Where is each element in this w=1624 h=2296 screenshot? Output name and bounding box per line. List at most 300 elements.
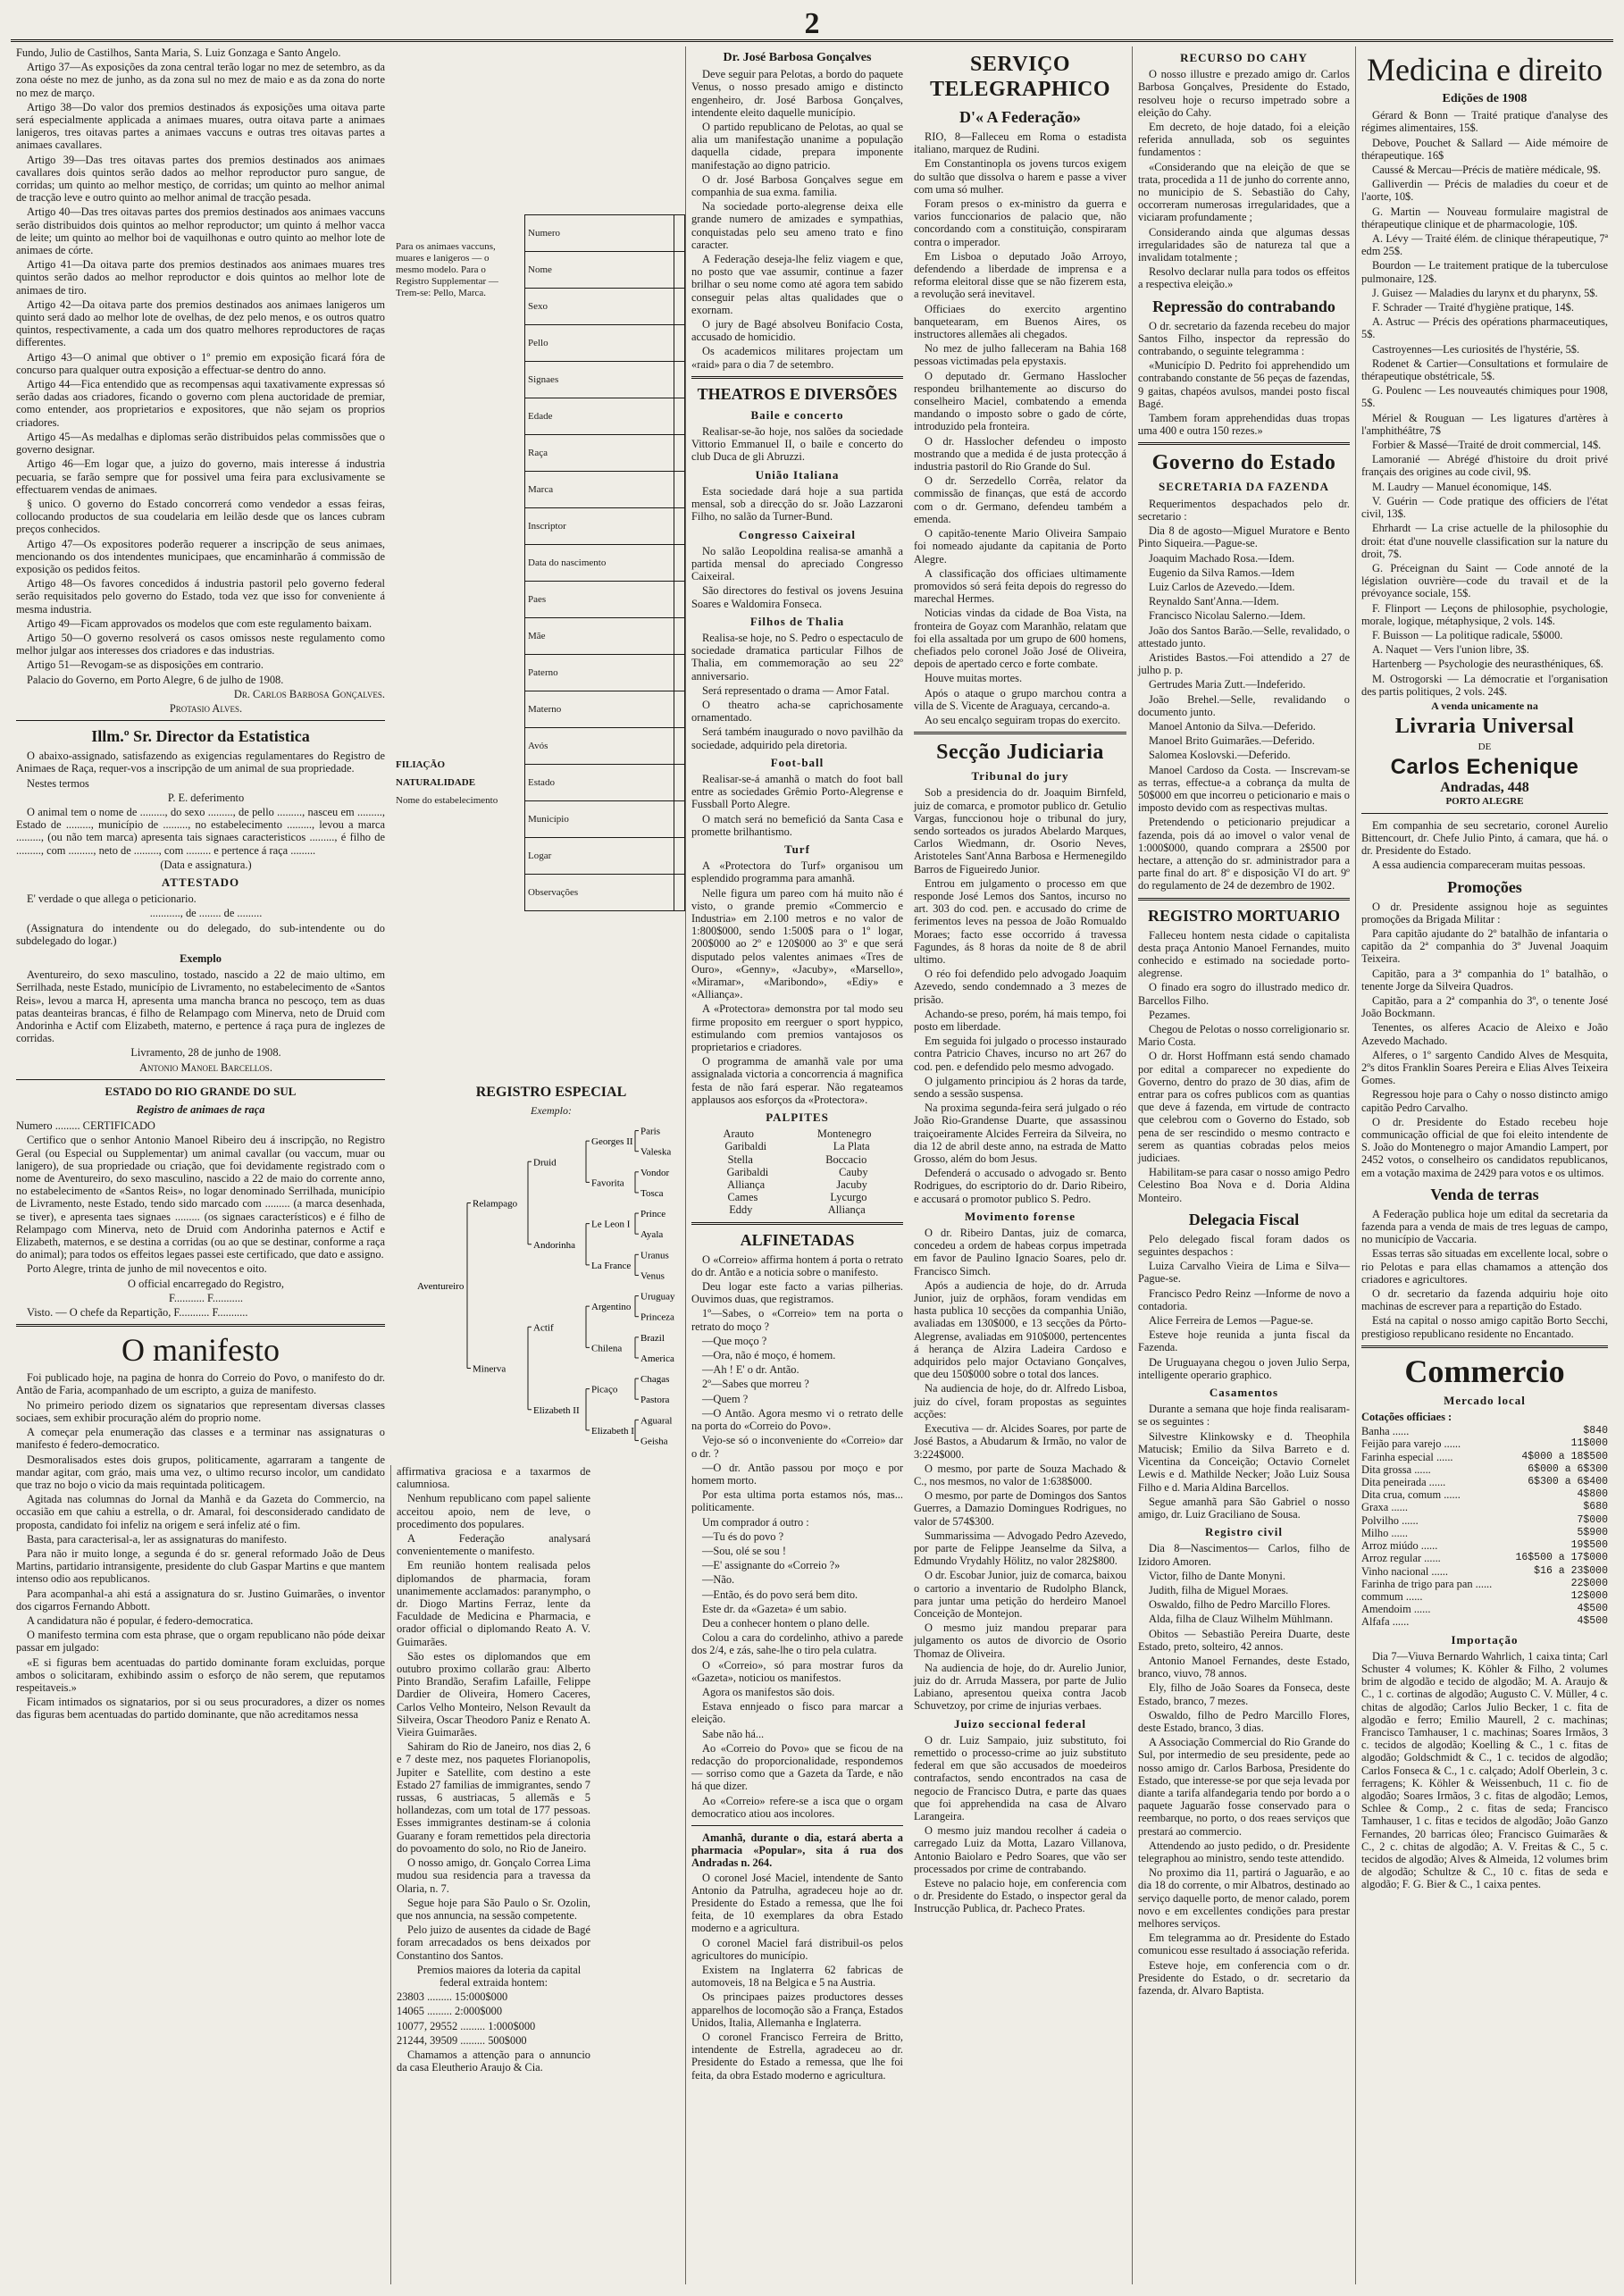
article-text: O réo foi defendido pelo advogado Joaquim Azevedo, sendo condemnado a 3 mezes de prisão. (914, 968, 1126, 1006)
price-row (1361, 1437, 1608, 1450)
pedigree-tree (417, 1115, 685, 1454)
article-text: O match será no bemefició da Santa Casa e promette brilhantismo. (691, 812, 903, 838)
telegram-text: O deputado dr. Germano Hasslocher respondeu brilhantemente ao discurso do conselheiro Maciel, combatendo a emenda mandando o imposto sobre o gado de córte, introduzido pela fronteira. (914, 369, 1126, 433)
article-text: Os principaes paizes productores desses apparelhos de locomoção são a França, Estados Unidos, Italia, Allemanha e Inglaterra. (691, 1990, 903, 2029)
section-heading: ALFINETADAS (740, 1230, 855, 1249)
price-item: Graxa ...... (1361, 1501, 1408, 1514)
article-text: Realisa-se hoje, no S. Pedro o espectaculo de sociedade dramatica particular Filhos de Thalia, em commemoração ao seu 22º anniversario. (691, 631, 903, 683)
registro-col-label: Marca (525, 472, 674, 508)
article-text: —O dr. Antão passou por moço e por homem morto. (691, 1461, 903, 1487)
article-text: Entrou em julgamento o processo em que responde José Lemos dos Santos, incurso no art. 303 do cod. pen. e accusado do crime de ferimentos leves na pessoa de João Romualdo Moraes; facto esse occorrido á travessa Fagundes, ás 8 horas da noite de 8 de abril ultimo. (914, 876, 1126, 966)
article-text: A Federação publica hoje um edital da secretaria da fazenda para a venda de mais de tres leguas de campo, no município de Vaccaria. (1361, 1207, 1608, 1246)
article-text: Essas terras são situadas em excellente local, sobre o rio Pelotas e para ellas chamamos a attenção dos criadores e agricultores. (1361, 1247, 1608, 1286)
book-entry: F. Schrader — Traité d'hygiène pratique, 14$. (1372, 301, 1574, 314)
article-text: Em seguida foi julgado o processo instaurado contra Patricio Chaves, incurso no art 267 do cod. pen. e defendido pelo mesmo advogado. (914, 1035, 1126, 1073)
price-item: Dita peneirada ...... (1361, 1476, 1446, 1489)
price-row (1361, 1501, 1608, 1513)
article-text: —Ah ! E' o dr. Antão. (702, 1363, 799, 1377)
registro-col-cell (674, 801, 684, 838)
article-text: Segue hoje para São Paulo o Sr. Ozolin, que nos annuncia, na sessão competente. (397, 1896, 590, 1922)
article-text: «Município D. Pedrito foi apprehendido um contrabando constante de 56 peças de fazendas, 9 gaitas, chapéos avulsos, mandei posto fiscal Bagé. (1138, 359, 1350, 410)
price-row (1361, 1514, 1608, 1527)
article-text: —Não. (702, 1573, 735, 1587)
price-value: 4$000 a 18$500 (1521, 1450, 1608, 1462)
article-text: Pezames. (1149, 1008, 1191, 1021)
registro-row (525, 545, 685, 582)
lottery-row: 14065 ......... 2:000$000 (397, 2005, 503, 2018)
book-entry: Castroyennes—Les curiosités de l'hystérie, 5$. (1372, 342, 1580, 356)
naturalidade-label: NATURALIDADE (396, 777, 476, 788)
article-text: Aventureiro, do sexo masculino, tostado, nascido a 22 de maio ultimo, em Serrilhada, neste Estado, município de Livramento, no estabelecimento de «Santos Reis», levou a marca H, apresenta uma mancha branca no pescoço, tem as duas patas deanteiras brancas, é filho de Relampago com Minerva, neto de Druid com Andorinha e Actif com Elizabeth, materno, e pertence á raça pura de inglezes de corridas. (16, 968, 385, 1045)
article-text: A «Protectora do Turf» organisou um esplendido programma para amanhã. (691, 859, 903, 885)
palpite-name: Stella (727, 1152, 753, 1166)
section-heading: REGISTRO MORTUARIO (1148, 906, 1340, 925)
price-value: $840 (1583, 1425, 1608, 1437)
telegram-text: A classificação dos officiaes ultimamente promovidos só será feita depois do regresso do marechal Hermes. (914, 566, 1126, 606)
registro-row (525, 398, 685, 435)
article-text: Deu logar este facto a varias pilherias. Ouvimos duas, que registramos. (691, 1280, 903, 1306)
separator (16, 1079, 385, 1080)
price-row (1361, 1615, 1608, 1628)
registro-col-cell (674, 582, 684, 618)
article-text: O dr. Horst Hoffmann está sendo chamado por edital a comparecer no expediente do Governo, dentro do prazo de 30 dias, afim de entrar para os cofres publicos com as quantias que deve á fazenda, em virtude de contracto que celebrou com o Governo do Estado, sob pena de ser rescindido o mesmo contracto e serem as quantias cobradas pelos meios judiciaes. (1138, 1050, 1350, 1165)
price-item: Alfafa ...... (1361, 1615, 1410, 1629)
palpites-list (691, 1127, 903, 1216)
article-text: O mesmo, por parte de Souza Machado & C., nos mesmos, no valor de 1:638$000. (914, 1462, 1126, 1487)
separator (914, 732, 1126, 734)
pedigree-name: Le Leon I (591, 1219, 631, 1230)
pedigree-name: Geisha (640, 1436, 668, 1447)
article-text: P. E. deferimento (167, 791, 245, 804)
price-row (1361, 1527, 1608, 1539)
pedigree-name: Aguaral (640, 1415, 673, 1427)
palpite-name: Alliança (727, 1178, 766, 1192)
subheading: RECURSO DO CAHY (1180, 51, 1308, 64)
article-text: Esteve no palacio hoje, em conferencia com o dr. Presidente do Estado, o inspector geral da Instrucção Publica, dr. Pacheco Prates. (914, 1877, 1126, 1915)
subheading: Mercado local (1444, 1393, 1526, 1407)
pedigree-name: Pastora (640, 1395, 670, 1406)
registro-row (525, 691, 685, 728)
article-text: —Tu és do povo ? (702, 1529, 784, 1543)
article-text: Agitada nas columnas do Jornal da Manhã e da Gazeta do Commercio, na occasião em que cahiu a estrella, o dr. Amaral, foi desconsiderado candidato de proposta, candidato foi infeliz na origem e será infeliz até o fim. (16, 1493, 385, 1531)
separator (16, 1324, 385, 1327)
article-text: Ao «Correio» refere-se a isca que o orgam democratico atiou aos incolores. (691, 1794, 903, 1820)
book-entry: V. Guérin — Code pratique des officiers de l'état civil, 13$. (1361, 494, 1608, 521)
livraria-ad (1361, 700, 1608, 808)
article-text: Antonio Manoel Fernandes, deste Estado, branco, viuvo, 78 annos. (1138, 1654, 1350, 1680)
article-text: São directores do festival os jovens Jesuina Soares e Waldomira Fonseca. (691, 584, 903, 610)
registro-row (525, 838, 685, 875)
registro-especial-block (417, 1079, 685, 1454)
subheading: PALPITES (766, 1110, 829, 1125)
article-text: Tenentes, os alferes Acacio de Aleixo e João Azevedo Machado. (1361, 1021, 1608, 1047)
article-text: Alice Ferreira de Lemos —Pague-se. (1149, 1314, 1314, 1328)
column-5 (1132, 46, 1355, 2284)
section-heading: REGISTRO ESPECIAL (475, 1085, 627, 1100)
article-text: Na proxima segunda-feira será julgado o réo João Rio-Grandense Duarte, que assassinou traiçoeiramente Alcides Ferreira da Silveira, no dia 12 de abril deste anno, na estrada de Matto Grosso, além do bom Jesus. (914, 1102, 1126, 1166)
subheading: Baile e concerto (750, 407, 844, 422)
article-text: Durante a semana que hoje finda realisaram-se os seguintes : (1138, 1403, 1350, 1429)
telegram-text: No mez de julho falleceram na Bahia 168 pessoas victimadas pela epystaxis. (914, 342, 1126, 368)
price-item: Dita crua, comum ...... (1361, 1488, 1461, 1502)
article-text: Defenderá o accusado o advogado sr. Bento Rodrigues, do escriptorio do dr. Dario Ribeiro, e accusará o promotor publico S. Pedro. (914, 1167, 1126, 1205)
article-text: —Quem ? (702, 1392, 749, 1405)
palpite-name: La Plata (833, 1140, 870, 1153)
pedigree-name: Georges II (591, 1136, 633, 1148)
subheading: D'« A Federação» (959, 108, 1081, 126)
book-entry: Galliverdin — Précis de maladies du coeur et de l'aorte, 10$. (1361, 178, 1608, 204)
price-value: 5$900 (1577, 1526, 1608, 1538)
article-text: Artigo 38—Do valor dos premios destinados ás exposições uma oitava parte será especialmente applicada a animaes muares, outra oitava parte a animaes lanigeros, tres oitavas partes a animaes vaccuns e outras tres oitavas partes a animaes cavallares. (16, 100, 385, 152)
registro-col-label: Pello (525, 325, 674, 362)
registro-col-label: Mãe (525, 618, 674, 655)
pedigree-name: Tosca (640, 1187, 664, 1199)
article-text: O dr. Presidente assignou hoje as seguintes promoções da Brigada Militar : (1361, 900, 1608, 926)
article-text: O programma de amanhã vale por uma assignalada victoria a concorrencia á magnifica festa de não fará esperar. Não regateamos applausos aos esforços da «Protectora». (691, 1055, 903, 1106)
registro-row (525, 765, 685, 801)
article-text: O mesmo juiz mandou preparar para julgamento os autos de divorcio de Osorio Thomaz de Oliveira. (914, 1621, 1126, 1660)
separator (1361, 813, 1608, 814)
palpite-name: Eddy (729, 1203, 753, 1217)
price-value: $680 (1583, 1501, 1608, 1513)
article-text: Falleceu hontem nesta cidade o capitalista desta praça Antonio Manoel Fernandes, muito conhecido e estimado na sociedade porto-alegrense. (1138, 928, 1350, 980)
palpite-name: Boccacio (825, 1152, 867, 1166)
section-heading: Secção Judiciaria (936, 741, 1104, 765)
section-heading: Commercio (1404, 1353, 1565, 1389)
registro-col-label: Edade (525, 398, 674, 435)
article-text: E' verdade o que allega o peticionario. (27, 892, 197, 906)
price-row (1361, 1578, 1608, 1590)
book-entry: Lamoranié — Abrégé d'histoire du droit privé français des origines au code civil, 9$. (1361, 453, 1608, 479)
subheading: Importação (1451, 1632, 1519, 1647)
book-entry: A. Lévy — Traité élém. de clinique thérapeutique, 7ª edm 25$. (1361, 232, 1608, 258)
article-text: O dr. Presidente do Estado recebeu hoje communicação official de que foi eleito intendente de S. João do Montenegro o major Amandio Lampert, por 2452 votos, o conselheiro os candidatos republicanos, em a votação maxima de 2429 para votos e os ultimos. (1361, 1115, 1608, 1179)
pedigree-name: Uranus (640, 1250, 669, 1261)
article-text: Nelle figura um pareo com há muito não é visto, o grande premio «Commercio e Industria» em 2.100 metros e no valor de 1:800$000, sendo 1:500$ para o 1º logar, 200$000 ao 2º e 120$000 ao 3º e que será disputado pelos valentes animaes «Tres de Ouro», «Genny», «Jacuby», «Marsello», «Miramar», «Maribondo», «Ediy» e «Alliança». (691, 886, 903, 1001)
article-text: Habilitam-se para casar o nosso amigo Pedro Celestino Boa Nova e d. Doria Aldina Monteiro. (1138, 1166, 1350, 1204)
column-2 (390, 1465, 596, 2284)
section-heading: Venda de terras (1430, 1185, 1539, 1203)
article-text: O theatro acha-se caprichosamente ornamentado. (691, 698, 903, 725)
price-row (1361, 1476, 1608, 1488)
pedigree-name: Chagas (640, 1374, 670, 1386)
article-text: Esteve hoje, em conferencia com o dr. Presidente do Estado, o dr. secretario da fazenda, dr. Alvaro Baptista. (1138, 1958, 1350, 1998)
registro-col-label: Município (525, 801, 674, 838)
column-1 (11, 46, 390, 2284)
filiacao-label: FILIAÇÃO (396, 759, 446, 770)
book-entry: Caussé & Mercau—Précis de matière médicale, 9$. (1372, 163, 1601, 177)
article-text: Os academicos militares projectam um «raid» para o dia 7 de setembro. (691, 345, 903, 371)
price-value: 6$300 a 6$400 (1528, 1476, 1608, 1488)
separator (1361, 1345, 1608, 1348)
price-value: 19$500 (1570, 1539, 1608, 1552)
article-text: Artigo 44—Fica entendido que as recompensas aqui taxativamente expressas só serão dadas aos criadores, ficando o governo com plena auctoridade de premiar, como entender, aos proprietarios e expositores, que não sejam os proprios criadores. (16, 378, 385, 429)
article-text: A começar pela enumeração das classes e a terminar nas assignaturas o manifesto é federo-democratico. (16, 1426, 385, 1452)
pedigree-name: Argentino (591, 1302, 632, 1313)
subheading: Foot-ball (770, 755, 825, 769)
article-text: Foi publicado hoje, na pagina de honra do Correio do Povo, o manifesto do dr. Antão de Faria, acompanhado de um escripto, a guiza de manifesto. (16, 1371, 385, 1397)
pedigree-name: Elizabeth II (533, 1404, 580, 1416)
article-text: Judith, filha de Miguel Moraes. (1149, 1583, 1289, 1596)
section-heading: O manifesto (121, 1332, 280, 1369)
article-text: § unico. O governo do Estado concorrerá como vendedor a essas feiras, collocando productos de sua coudelaria em leilão desde que os lances cubram preços conhecidos. (16, 497, 385, 536)
registro-col-label: Observações (525, 875, 674, 911)
price-item: Arroz regular ...... (1361, 1552, 1441, 1565)
price-row (1361, 1539, 1608, 1552)
price-item: Dita grossa ...... (1361, 1462, 1431, 1476)
article-text: O mesmo, por parte de Domingos dos Santos Guerres, a Damazio Domingues Rodrigues, no valor de 574$300. (914, 1489, 1126, 1528)
price-value: 4$800 (1577, 1488, 1608, 1501)
article-text: Deu a conhecer hontem o plano delle. (702, 1616, 870, 1630)
pedigree-name: Vondor (640, 1167, 670, 1178)
telegram-text: O dr. Hasslocher defendeu o imposto mostrando que a medida é de justa protecção á industria pastoril do Rio Grande do Sul. (914, 434, 1126, 473)
article-text: Alferes, o 1º sargento Candido Alves de Mesquita, 2ºs ditos Franklin Soares Pereira e Elias Alves Teixeira Gomes. (1361, 1048, 1608, 1087)
article-text: Pelo juizo de ausentes da cidade de Bagé foram arrecadados os bens deixados por Constantino dos Santos. (397, 1923, 590, 1962)
price-value: 22$000 (1570, 1577, 1608, 1589)
book-entry: F. Buisson — La politique radicale, 5$000. (1372, 628, 1563, 641)
price-item: Farinha especial ...... (1361, 1450, 1453, 1463)
book-entry: Rodenet & Cartier—Consultations et formulaire de thérapeutique obstétricale, 5$. (1361, 356, 1608, 383)
article-text: Gertrudes Maria Zutt.—Indeferido. (1149, 678, 1306, 691)
subheading: Registro de animaes de raça (136, 1103, 265, 1117)
article-text: Na audiencia de hoje, do dr. Alfredo Lisboa, juiz do cível, foram propostas as seguintes acções: (914, 1382, 1126, 1420)
article-text: Artigo 47—Os expositores poderão requerer a inscripção de seus animaes, mencionando os dos intendentes municipaes, que encaminharão á commissão de exposição os pedidos feitos. (16, 537, 385, 575)
article-text: Dia 8 de agosto—Miguel Muratore e Bento Pinto Siqueira.—Pague-se. (1138, 524, 1350, 550)
article-text: Ficam intimados os signatarios, por si ou seus procuradores, a dizer os nomes das figuras bem acentuadas do partido dominante, que não acreditamos nessa (16, 1696, 385, 1722)
book-entry: Mériel & Rouguan — Les ligatures d'artères à l'amphithéâtre, 7$ (1361, 411, 1608, 437)
article-text: A essa audiencia compareceram muitas pessoas. (1372, 859, 1586, 872)
article-text: João Brehel.—Selle, revalidando o documento junto. (1138, 692, 1350, 718)
palpite-row (691, 1127, 903, 1140)
palpite-row (691, 1178, 903, 1191)
signature: Dr. Carlos Barbosa Gonçalves. (233, 687, 385, 700)
article-text: Fundo, Julio de Castilhos, Santa Maria, S. Luiz Gonzaga e Santo Angelo. (16, 46, 341, 59)
article-text: João dos Santos Barão.—Selle, revalidado, o attestado junto. (1138, 624, 1350, 649)
palpite-row (691, 1166, 903, 1178)
article-text: No primeiro periodo dizem os signatarios que representam diversas classes sociaes, sem exhibir procuração além do proprio nome. (16, 1398, 385, 1424)
palpite-row (691, 1153, 903, 1166)
article-text: O coronel Maciel fará distribuil-os pelos agricultores do município. (691, 1936, 903, 1962)
article-text: Alda, filha de Clauz Wilhelm Mühlmann. (1149, 1613, 1334, 1626)
article-text: Obitos — Sebastião Pereira Duarte, deste Estado, preto, solteiro, 42 annos. (1138, 1627, 1350, 1653)
pedigree-name: Minerva (473, 1363, 506, 1375)
pedigree-name: Valeska (640, 1146, 672, 1158)
price-item: Vinho nacional ...... (1361, 1564, 1448, 1578)
price-value: $16 a 23$000 (1534, 1564, 1608, 1577)
article-text: —Ora, não é moço, é homem. (702, 1349, 836, 1362)
article-text: Está na capital o nosso amigo capitão Borto Secchi, prestigioso republicano residente no Encantado. (1361, 1314, 1608, 1340)
article-text: Francisco Pedro Reinz —Informe de novo a contadoria. (1138, 1286, 1350, 1312)
article-text: Reynaldo Sant'Anna.—Idem. (1149, 595, 1279, 608)
registro-col-cell (674, 655, 684, 691)
article-text: Artigo 40—Das tres oitavas partes dos premios destinados aos animaes vaccuns serão distribuidos dois quintos ao melhor reproductor; um quinto á melhor vacca de leite; um quinto ao melhor boi de vaquilhonas e outro quinto ao melhor lote de animaes de córte. (16, 205, 385, 257)
price-item: Amendoim ...... (1361, 1603, 1431, 1616)
telegram-text: Ao seu encalço seguiram tropas do exercito. (925, 713, 1121, 726)
palpite-row (691, 1191, 903, 1203)
article-text: Este dr. da «Gazeta» é um sabio. (702, 1602, 847, 1615)
price-value: 4$500 (1577, 1615, 1608, 1628)
pedigree-name: Relampago (473, 1198, 518, 1210)
price-item: commum ...... (1361, 1589, 1423, 1603)
price-value: 6$000 a 6$300 (1528, 1462, 1608, 1475)
palpite-name: Montenegro (816, 1127, 872, 1141)
registro-col-label: Numero (525, 215, 674, 252)
article-text: Requerimentos despachados pelo dr. secretario : (1138, 497, 1350, 523)
palpite-row (691, 1203, 903, 1216)
subheading: ESTADO DO RIO GRANDE DO SUL (105, 1084, 297, 1098)
registro-col-cell (674, 545, 684, 582)
price-item: Arroz miúdo ...... (1361, 1539, 1438, 1553)
registro-col-cell (674, 472, 684, 508)
telegram-text: Officiaes do exercito argentino banquetearam, em Buenos Aires, os instructores allemães ali chegados. (914, 302, 1126, 341)
registro-col-cell (674, 252, 684, 289)
article-text: Agora os manifestos são dois. (702, 1685, 835, 1698)
registro-col-cell (674, 875, 684, 911)
section-heading: Repressão do contrabando (1152, 297, 1335, 315)
price-value: 16$500 a 17$000 (1515, 1552, 1608, 1564)
article-text: Em decreto, de hoje datado, foi a eleição referida annullada, sob os seguintes fundamentos : (1138, 121, 1350, 159)
article-text: A Associação Commercial do Rio Grande do Sul, por intermedio de seu presidente, pede ao nosso amigo dr. Carlos Barbosa, Presidente do Estado, que interesse-se por que seja levada por diante a tarifa alfandegaria tendo por bordo a o paquete Jaguarão fosse conservado para o reembarque, no porto, o dos reaes serviços que prestará ao commercio. (1138, 1736, 1350, 1838)
price-item: Polvilho ...... (1361, 1513, 1419, 1527)
article-text: O mesmo juiz mandou recolher á cadeia o carregado Luiz da Motta, Lazaro Villanova, Antonio Baiolaro e Pedro Soares, que vão ser processados por crime de contrabando. (914, 1824, 1126, 1875)
article-text: Premios maiores da loteria da capital federal extraida hontem: (416, 1963, 582, 1989)
page-number: 2 (804, 7, 820, 40)
registro-col-cell (674, 618, 684, 655)
telegram-text: O dr. Serzedello Corrêa, relator da commissão de finanças, que está de accordo com o dr. Germano, defendeu também a emenda. (914, 474, 1126, 525)
book-entry: G. Préceignan du Saint — Code annoté de la législation ouvrière—code du travail et de la prévoyance sociale, 15$. (1361, 561, 1608, 600)
registro-col-label: Logar (525, 838, 674, 875)
article-text: O dr. Luiz Sampaio, juiz substituto, foi remettido o processo-crime ao juiz substituto federal em que são accusados de moedeiros contrafactos, sendo encontrados na casa de negocio de Francisco Dutra, e parte das quaes que foi apprehendida na casa de Alvaro Larangeira. (914, 1733, 1126, 1823)
pedigree-name: Druid (533, 1157, 557, 1169)
article-text: 1º—Sabes, o «Correio» tem na porta o retrato do moço ? (691, 1307, 903, 1333)
article-text: Salomea Koslovski.—Deferido. (1149, 749, 1291, 762)
article-text: —Sou, olé se sou ! (702, 1544, 786, 1557)
article-text: —Que moço ? (702, 1334, 767, 1347)
book-entry: G. Poulenc — Les nouveautés chimiques pour 1908, 5$. (1361, 384, 1608, 410)
article-text: Resolvo declarar nulla para todos os effeitos a respectiva eleição.» (1138, 265, 1350, 291)
registro-col-cell (674, 508, 684, 545)
telegram-text: Noticias vindas da cidade de Boa Vista, na fronteira de Goyaz com Maranhão, relatam que foi ella assaltada por um grupo de 600 homens, chefiados pelo coronel João José de Oliveira, depois de apertado cerco e forte combate. (914, 607, 1126, 671)
article-text: O dr. Ribeiro Dantas, juiz de comarca, concedeu a ordem de habeas corpus impetrada em favor de Paulino Ignacio Soares, pelo dr. Francisco Simch. (914, 1227, 1126, 1278)
section-heading: Delegacia Fiscal (1188, 1210, 1300, 1228)
registro-row (525, 252, 685, 289)
pedigree-name: Uruguay (640, 1291, 675, 1303)
article-text: 2º—Sabes que morreu ? (702, 1378, 809, 1391)
palpite-name: Garibaldi (726, 1165, 769, 1178)
article-text: Esta sociedade dará hoje a sua partida mensal, sob a direcção do sr. João Lazzaroni Filho, no salão da Turner-Bund. (691, 484, 903, 524)
palpite-name: Lycurgo (830, 1191, 867, 1204)
separator (691, 376, 903, 379)
registro-col-label: Estado (525, 765, 674, 801)
article-text: Desmoralisados estes dois grupos, politicamente, agarraram a tangente de mandar agitar, com gráo, mais uma vez, o ultimo recurso incolor, um candidato que traz no bojo o vicio da mais requintada politicagem. (16, 1453, 385, 1491)
article-text: Artigo 45—As medalhas e diplomas serão distribuidos pelas commissões que o governo designar. (16, 430, 385, 457)
form-text: O animal tem o nome de ........., do sexo ........., de pello ........., nasceu em ........., Estado de ........., município de ........., no estabelecimento ........., levou a marca ........., (ou não tem marca) apresenta tais signaes caracteristicos ........., é filho de ........., com ........., neto de ........., com ......... e pertence á raça ......... (16, 805, 385, 857)
telegram-text: Em Constantinopla os jovens turcos exigem do sultão que dissolva o harem e passe a viver com uma só mulher. (914, 157, 1126, 196)
book-entry: J. Guisez — Maladies du larynx et du pharynx, 5$. (1372, 286, 1598, 299)
article-text: Segue amanhã para São Gabriel o nosso amigo, dr. Luiz Graciliano de Sousa. (1138, 1495, 1350, 1521)
article-text: Manoel Cardoso da Costa. — Inscrevam-se as terras, effectue-a a cobrança da multa de 50$000 em que incorreu o peticionario e mais o imposto devido com as respectivas multas. (1138, 763, 1350, 815)
registro-row (525, 728, 685, 765)
separator (16, 720, 385, 721)
palpite-name: Arauto (723, 1127, 754, 1141)
article-text: Artigo 51—Revogam-se as disposições em contrario. (27, 658, 264, 672)
registro-col-label: Data do nascimento (525, 545, 674, 582)
article-text: Manoel Brito Guimarães.—Deferido. (1149, 734, 1315, 748)
price-row (1361, 1552, 1608, 1564)
article-text: Considerando ainda que algumas dessas irregularidades são de natureza tal que a invalidam totalmente ; (1138, 225, 1350, 264)
article-text: O partido republicano de Pelotas, ao qual se alia um manifestação unanime a população daquella cidade, prepara imponente manifestação ao digno patricio. (691, 121, 903, 172)
article-text: Dia 7—Viuva Bernardo Wahrlich, 1 caixa tinta; Carl Schuster 4 volumes; K. Köhler & Filho, 2 volumes brim de algodão e tecido de algodão; M. A. Araujo & C., 1 c. cortinas de algodão; Augusto C. V. Müller, 4 c. chitas de algodão; Carlos Julio Becker, 1 c. fita de algodão e ferro; Emilio Maurell, 2 c. machinas; Francisco Tamhauser, 1 c. machinas; Soares Irmãos, 3 c. tecidos de algodão; Koelling & C., 1 c. fitas de algodão; Goldschmidt & C., 1 c. tecidos de algodão; Carlos Fonseca & C., 1 c. calçado; Adolf Oberlein, 3 c. ferragens; K. Köhler & Weissenbuch, 11 c. fio de algodão; Soares Irmãos, 3 c. fitas de algodão; Lemos, Schlee & Comp., 2 c. fitas de seda; Francisco Tamhauser, 1 c. fitas e tecidos de algodão; João Ganzo Fernandes, 20 barricas óleo; Francisco Guimarães & C., 2 c. chitas de algodão; A. V. Freitas & C., 5 c. tecidos de algodão; Alves & Almeida, 12 volumes brim de algodão; Schultze & C., 10 c. fitas de seda e algodão; F. G. Bier & C., 1 caixa pentes. (1361, 1649, 1608, 1891)
article-text: —O Antão. Agora mesmo vi o retrato delle na porta do «Correio do Povo». (691, 1406, 903, 1433)
registro-geral-table (524, 214, 685, 911)
article-text: Regressou hoje para o Cahy o nosso distincto amigo capitão Pedro Carvalho. (1361, 1088, 1608, 1114)
book-entry: G. Martin — Nouveau formulaire magistral de thérapeutique clinique et de pharmacologie, 10$. (1361, 205, 1608, 230)
article-text: Será representado o drama — Amor Fatal. (702, 683, 890, 697)
article-text: Oswaldo, filho de Pedro Marcillo Flores, deste Estado, branco, 3 dias. (1138, 1708, 1350, 1734)
book-entry: M. Ostrogorski — La démocratie et l'organisation des partis politiques, 2 vols. 24$. (1361, 672, 1608, 698)
subheading: Casamentos (1209, 1386, 1279, 1400)
separator (1138, 442, 1350, 445)
article-text: Capitão, para a 3ª companhia do 1º batalhão, o tenente Jorge da Silveira Quadros. (1361, 967, 1608, 993)
article-text: A Federação analysará convenientemente o manifesto. (397, 1532, 590, 1558)
book-entry: A. Naquet — Vers l'union libre, 3$. (1372, 643, 1529, 657)
registro-col-label: Raça (525, 435, 674, 472)
article-text: ..........., de ........ de ......... (149, 907, 263, 920)
section-heading: THEATROS E DIVERSÕES (697, 384, 898, 403)
article-text: Artigo 39—Das tres oitavas partes dos premios destinados aos animaes cavallares dois quintos serão dados ao melhor reproductor puro sangue, de corridas; um quinto ao melhor mestiço, de corridas; um quinto ao melhor animal de tracção leve e outro quinto ao melhor animal de tracção pesada. (16, 153, 385, 205)
subheading: Turf (784, 842, 810, 856)
article-text: Joaquim Machado Rosa.—Idem. (1149, 551, 1295, 565)
price-row (1361, 1488, 1608, 1501)
palpite-row (691, 1140, 903, 1152)
article-text: O dr. Escobar Junior, juiz de comarca, baixou o cartorio a inventario de Rudolpho Blanck, para juntar uma petição do herdeiro Manoel Conceição de Montejon. (914, 1569, 1126, 1620)
article-text: (Assignatura do intendente ou do delegado, do sub-intendente ou do subdelegado do logar.) (16, 921, 385, 947)
book-entry: Ehrhardt — La crise actuelle de la philosophie du droit: état d'une nouvelle classification sur la nature du droit, 7$. (1361, 522, 1608, 560)
price-row (1361, 1451, 1608, 1463)
subheading: Exemplo: (531, 1104, 572, 1117)
article-text: Em reunião hontem realisada pelos diplomandos de pharmacia, foram unanimemente acclamados: paranympho, o dr. Diogo Martins Ferraz, lente da Faculdade de Medicina e Pharmacia, e orador official o diplomando Reato A. V. Guimarães. (397, 1559, 590, 1648)
article-text: affirmativa graciosa e a taxarmos de calumniosa. (397, 1465, 590, 1491)
article-text: O abaixo-assignado, satisfazendo as exigencias regulamentares do Registro de Animaes de Raça, requer-vos a inscripção de um animal de sua propriedade. (16, 750, 385, 775)
price-row (1361, 1603, 1608, 1615)
subheading: Congresso Caixeiral (738, 527, 857, 541)
palpite-name: Cauby (839, 1165, 868, 1178)
pedigree-name: Princeza (640, 1311, 674, 1323)
price-item: Feijão para varejo ...... (1361, 1437, 1461, 1451)
article-text: Achando-se preso, porém, há mais tempo, foi posto em liberdade. (914, 1007, 1126, 1033)
book-entry: Forbier & Massé—Traité de droit commercial, 14$. (1372, 439, 1602, 452)
article-text: Artigo 49—Ficam approvados os modelos que com este regulamento baixam. (27, 616, 373, 630)
article-text: Ely, filho de João Soares da Fonseca, deste Estado, branco, 7 mezes. (1138, 1681, 1350, 1707)
article-text: Livramento, 28 de junho de 1908. (130, 1046, 281, 1060)
pedigree-name: Picaço (591, 1384, 618, 1395)
article-text: O coronel José Maciel, intendente de Santo Antonio da Patrulha, agradeceu hoje ao dr. Presidente do Estado a remessa, que lhe foi feita, de 10 exemplares da obra Estado moderno e a agricultura. (691, 1871, 903, 1935)
article-text: Palacio do Governo, em Porto Alegre, 6 de julho de 1908. (27, 673, 284, 686)
ad-line: Andradas, 448 (1440, 780, 1529, 796)
lottery-row: 21244, 39509 ......... 500$000 (397, 2033, 527, 2047)
article-text: O dr. secretario da fazenda recebeu do major Santos Filho, inspector da repressão do contrabando, o seguinte telegramma : (1138, 319, 1350, 358)
signature: Antonio Manoel Barcellos. (139, 1060, 272, 1074)
pedigree-name: Brazil (640, 1332, 665, 1344)
pedigree-name: Actif (533, 1322, 554, 1334)
article-text: Artigo 46—Em logar que, a juizo do governo, mais interesse á industria pecuaria, se farão sempre que for possivel uma feira para exclusivamente se effectuarem vendas de animaes. (16, 457, 385, 496)
ad-heading: Livraria Universal (1394, 715, 1575, 739)
subheading: ATTESTADO (161, 875, 240, 889)
article-text: Realisar-se-á amanhã o match do foot ball entre as sociedades Grêmio Porto-Alegrense e Fussball Porto Alegre. (691, 772, 903, 811)
book-entry: Gérard & Bonn — Traité pratique d'analyse des régimes alimentaires, 15$. (1361, 109, 1608, 135)
article-text: O dr. José Barbosa Gonçalves segue em companhia de sua exma. familia. (691, 172, 903, 199)
article-text: O nosso amigo, dr. Gonçalo Correa Lima mudou sua residencia para a travessa da Olaria, n. 7. (397, 1856, 590, 1895)
